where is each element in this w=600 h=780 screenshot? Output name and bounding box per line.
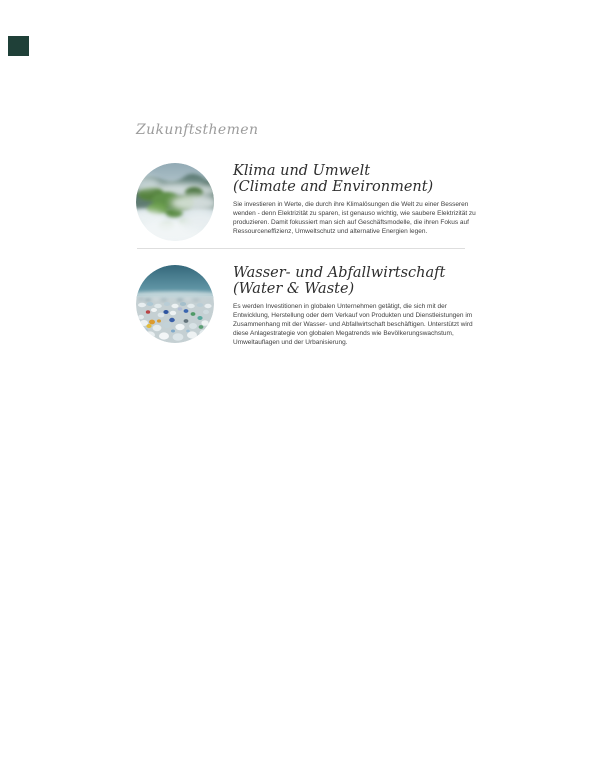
topic-text-water-waste: [233, 265, 482, 347]
topic-text-climate: [233, 163, 482, 236]
topic-description: Sie investieren in Werte, die durch ihre Klimalösungen die Welt zu einer Besseren wenden - denn Elektrizität zu sparen, ist genauso wichtig, wie saubere Elektrizität zu produzieren. Damit fokussiert man sich auf Geschäftsmodelle, die ihren Fokus auf Ressourceneffizienz, Umweltschutz und alternative Energien legen.: [233, 201, 476, 235]
topic-title-en: (Water & Waste): [233, 281, 355, 297]
page-title: Zukunftsthemen: [136, 122, 259, 138]
topic-title-de: Klima und Umwelt: [233, 163, 371, 179]
topic-description: Es werden Investitionen in globalen Unternehmen getätigt, die sich mit der Entwicklung, Herstellung oder dem Verkauf von Produkten und Dienstleistungen im Zusammenhang mit der Wasser- und Abfallwirtschaft beschäftigen. Unterstützt wird diese Anlagestrategie von globalen Megatrends wie Bevölkerungswachstum, Umweltauflagen und der Urbanisierung.: [233, 303, 473, 346]
water-waste-image: [136, 265, 214, 343]
topic-title-de: Wasser- und Abfallwirtschaft: [233, 265, 446, 281]
logo-mark: [8, 36, 29, 56]
foggy-rainforest-illustration: [136, 163, 214, 241]
section-divider: [137, 248, 465, 249]
ocean-plastic-illustration: [136, 265, 214, 343]
topic-title-en: (Climate and Environment): [233, 179, 434, 195]
climate-image: [136, 163, 214, 241]
